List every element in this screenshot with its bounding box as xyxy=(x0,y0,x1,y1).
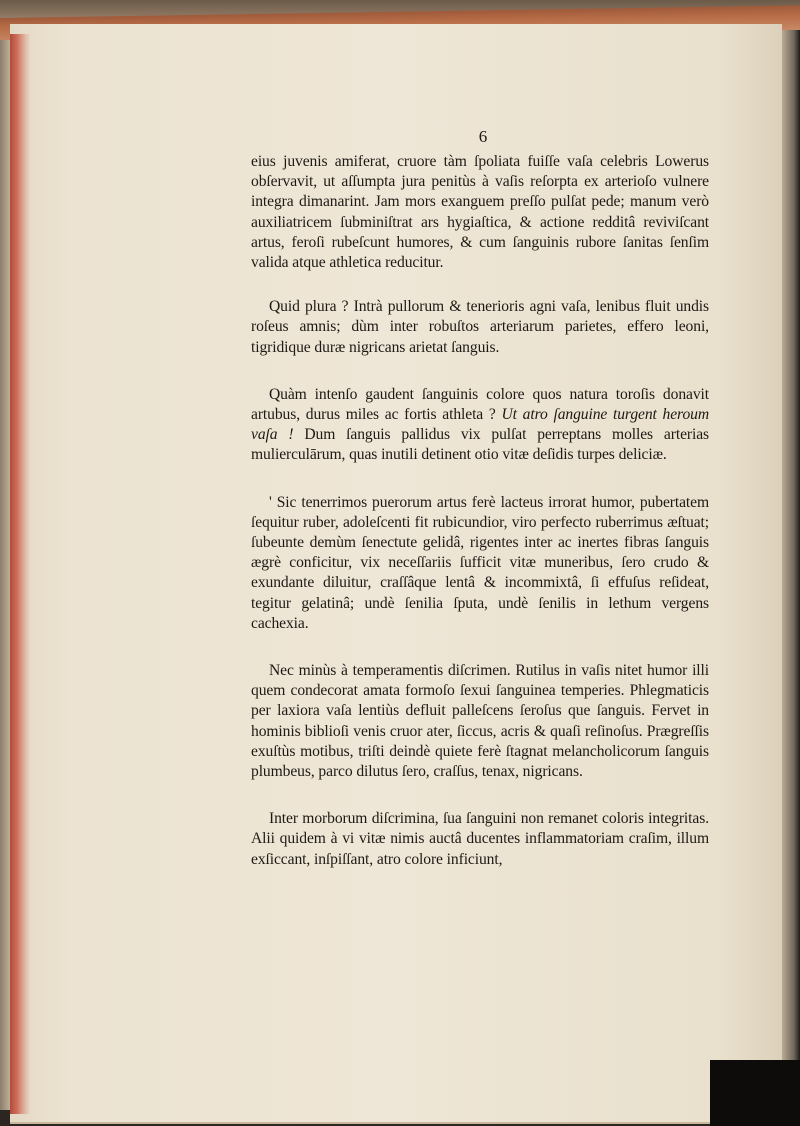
paragraph-4: ' Sic tenerrimos puerorum artus ferè lacteus irrorat humor, pubertatem ſequitur ruber, adoleſcenti fit rubicundior, viro perfecto ruberrimus æſtuat; ſubeunte demùm ſenectute gelidâ, rigentes inter ac inertes fibras ſanguis ægrè conficitur, vix neceſſariis ſufficit vitæ muneribus, ſero crudo & exundante diluitur, craſſâque lentâ & incommixtâ, ſi effuſus reſideat, tegitur gelatinâ; undè ſenilia ſputa, undè ſenilis in lethum vergens cachexia. xyxy=(251,493,709,632)
page-text-block xyxy=(251,126,709,897)
page-red-edge xyxy=(10,34,30,1114)
paragraph-3-text-a: Quàm intenſo gaudent ſanguinis colore quos natura toroſis donavit artubus, durus miles ac fortis athleta ? xyxy=(251,385,709,424)
paragraph-1: eius juvenis amiferat, cruore tàm ſpoliata fuiſſe vaſa celebris Lowerus obſervavit, ut aſſumpta jura penitùs à vaſis reſorpta ex arterioſo vulnere integra dimanarint. Jam mors exanguem preſſo pulſat pede; manum verò auxiliatricem ſubminiſtrat ars hygiaſtica, & actione redditâ reviviſcant artus, feroſi rubeſcunt humores, & cum ſanguinis rubore ſanitas ſenſim valida atque athletica reducitur. xyxy=(251,153,709,272)
background-corner xyxy=(710,1060,800,1126)
paragraph-3-italic-quote: Ut atro ſanguine turgent heroum vaſa ! xyxy=(251,406,710,444)
paragraph-3-text-b: Dum ſanguis pallidus vix pulſat perreptans molles arterias mulierculārum, quas inutili detinent otio vitæ deſidis turpes deliciæ. xyxy=(251,426,710,464)
paragraph-3 xyxy=(251,385,709,466)
paragraph-6: Inter morborum diſcrimina, ſua ſanguini non remanet coloris integritas. Alii quidem à vi vitæ nimis auctâ ducentes inflammatoriam craſim, illum exſiccant, inſpiſſant, atro colore inficiunt, xyxy=(251,810,709,868)
paragraph-2: Quid plura ? Intrà pullorum & tenerioris agni vaſa, lenibus fluit undis roſeus amnis; dùm inter robuſtos arteriarum parietes, effero leoni, tigridique duræ nigricans arietat ſanguis. xyxy=(251,298,709,356)
paragraph-5: Nec minùs à temperamentis diſcrimen. Rutilus in vaſis nitet humor illi quem condecorat amata formoſo ſexui ſanguinea temperies. Phlegmaticis per laxiora vaſa lentiùs defluit palleſcens ſeroſus que ſanguis. Fervet in hominis biblioſi venis cruor ater, ſiccus, acris & quaſi reſinoſus. Prægreſſis exuſtùs motibus, triſti deindè quiete ferè ſtagnat melancholicorum ſanguis plumbeus, parco dilutus ſero, craſſus, tenax, nigricans. xyxy=(251,662,709,781)
page-number: 6 xyxy=(478,127,488,146)
